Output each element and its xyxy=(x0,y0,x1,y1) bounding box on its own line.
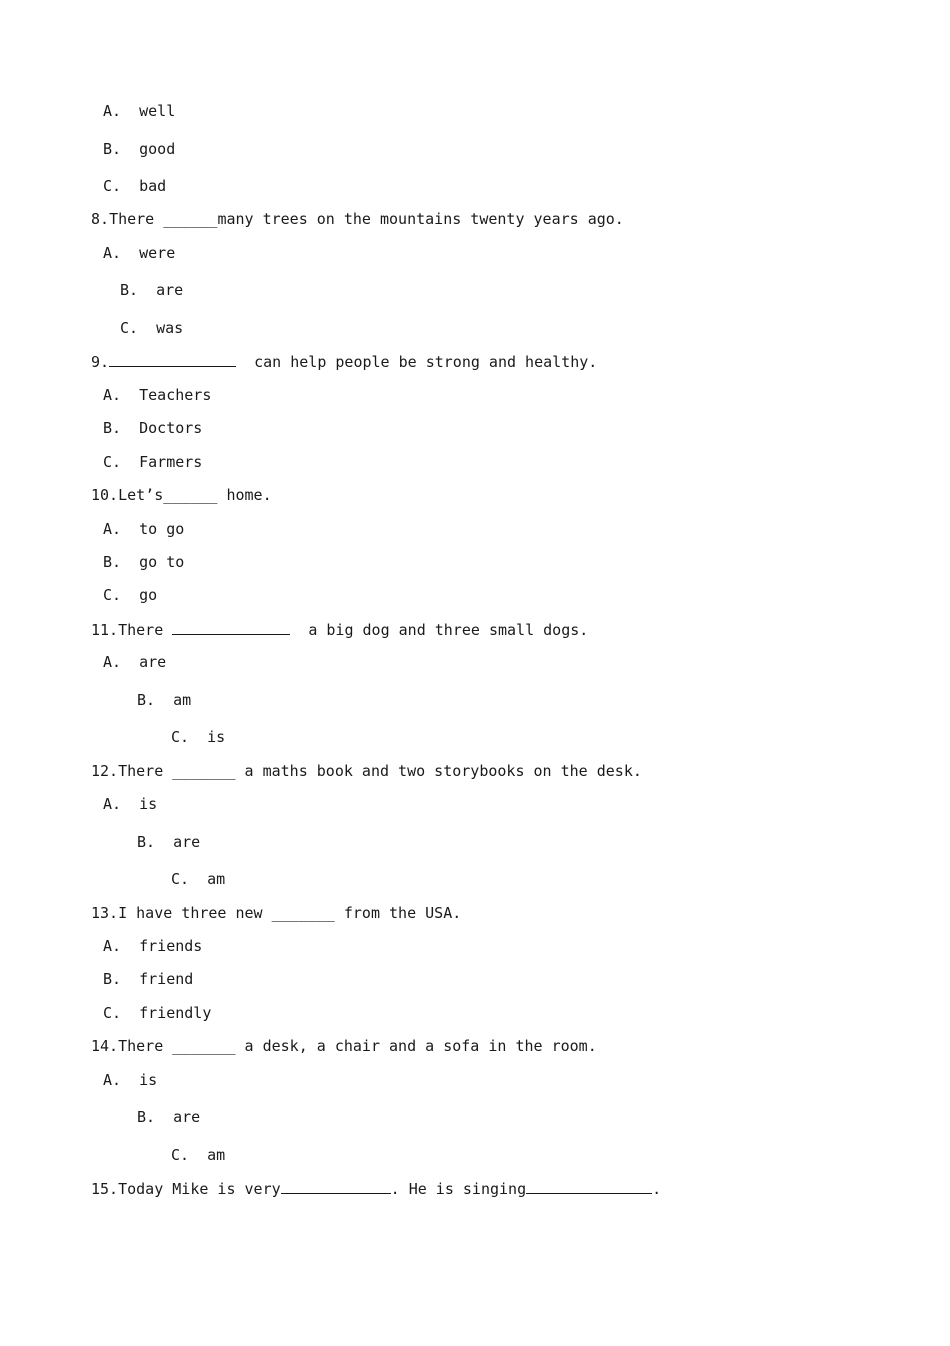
answer-blank: _______ xyxy=(271,904,335,922)
question-number: 10. xyxy=(91,486,119,504)
question-text: There xyxy=(118,1037,173,1055)
answer-blank: ______ xyxy=(163,210,218,228)
answer-blank xyxy=(172,620,290,635)
option-b: B. friend xyxy=(103,970,194,988)
option-a: A. are xyxy=(103,653,167,671)
question-11 xyxy=(91,620,588,639)
question-text: a desk, a chair and a sofa in the room. xyxy=(235,1037,597,1055)
answer-blank: _______ xyxy=(172,762,236,780)
option-b: B. am xyxy=(137,691,192,709)
question-text: a big dog and three small dogs. xyxy=(308,621,589,639)
option-a: A. is xyxy=(103,795,158,813)
question-text: Today Mike is very xyxy=(118,1180,281,1198)
question-number: 14. xyxy=(91,1037,119,1055)
question-12 xyxy=(91,762,642,780)
option-c: C. is xyxy=(171,728,226,746)
option-a: A. were xyxy=(103,244,176,262)
option-b: B. go to xyxy=(103,553,185,571)
option-c: C. Farmers xyxy=(103,453,203,471)
option-c: C. am xyxy=(171,1146,226,1164)
option-c: C. friendly xyxy=(103,1004,212,1022)
option-c: C. was xyxy=(120,319,184,337)
option-a: A. Teachers xyxy=(103,386,212,404)
question-text: many trees on the mountains twenty years ago. xyxy=(217,210,624,228)
option-b: B. are xyxy=(137,833,201,851)
option-c: C. bad xyxy=(103,177,167,195)
question-8 xyxy=(91,210,624,228)
question-14 xyxy=(91,1037,597,1055)
question-text: I have three new xyxy=(118,904,272,922)
option-b: B. are xyxy=(137,1108,201,1126)
option-b: B. are xyxy=(120,281,184,299)
option-a: A. friends xyxy=(103,937,203,955)
question-text: Let’s xyxy=(118,486,164,504)
question-number: 13. xyxy=(91,904,119,922)
question-text: There xyxy=(109,210,164,228)
question-number: 12. xyxy=(91,762,119,780)
question-text: There xyxy=(118,621,173,639)
question-number: 15. xyxy=(91,1180,119,1198)
answer-blank: ______ xyxy=(163,486,218,504)
option-a: A. well xyxy=(103,102,176,120)
question-15 xyxy=(91,1179,661,1198)
answer-blank: _______ xyxy=(172,1037,236,1055)
question-number: 11. xyxy=(91,621,119,639)
question-text: from the USA. xyxy=(334,904,462,922)
option-c: C. am xyxy=(171,870,226,888)
question-text: There xyxy=(118,762,173,780)
option-a: A. is xyxy=(103,1071,158,1089)
question-10 xyxy=(91,486,272,504)
option-b: B. Doctors xyxy=(103,419,203,437)
question-number: 9. xyxy=(91,353,110,371)
question-text: can help people be strong and healthy. xyxy=(254,353,598,371)
question-text: . He is singing xyxy=(390,1180,527,1198)
answer-blank xyxy=(109,352,236,367)
question-13 xyxy=(91,904,461,922)
option-c: C. go xyxy=(103,586,158,604)
answer-blank xyxy=(281,1179,391,1194)
question-9 xyxy=(91,352,597,371)
question-text: . xyxy=(652,1180,662,1198)
question-text: home. xyxy=(217,486,272,504)
question-text: a maths book and two storybooks on the desk. xyxy=(235,762,642,780)
option-b: B. good xyxy=(103,140,176,158)
option-a: A. to go xyxy=(103,520,185,538)
answer-blank xyxy=(526,1179,652,1194)
question-number: 8. xyxy=(91,210,110,228)
